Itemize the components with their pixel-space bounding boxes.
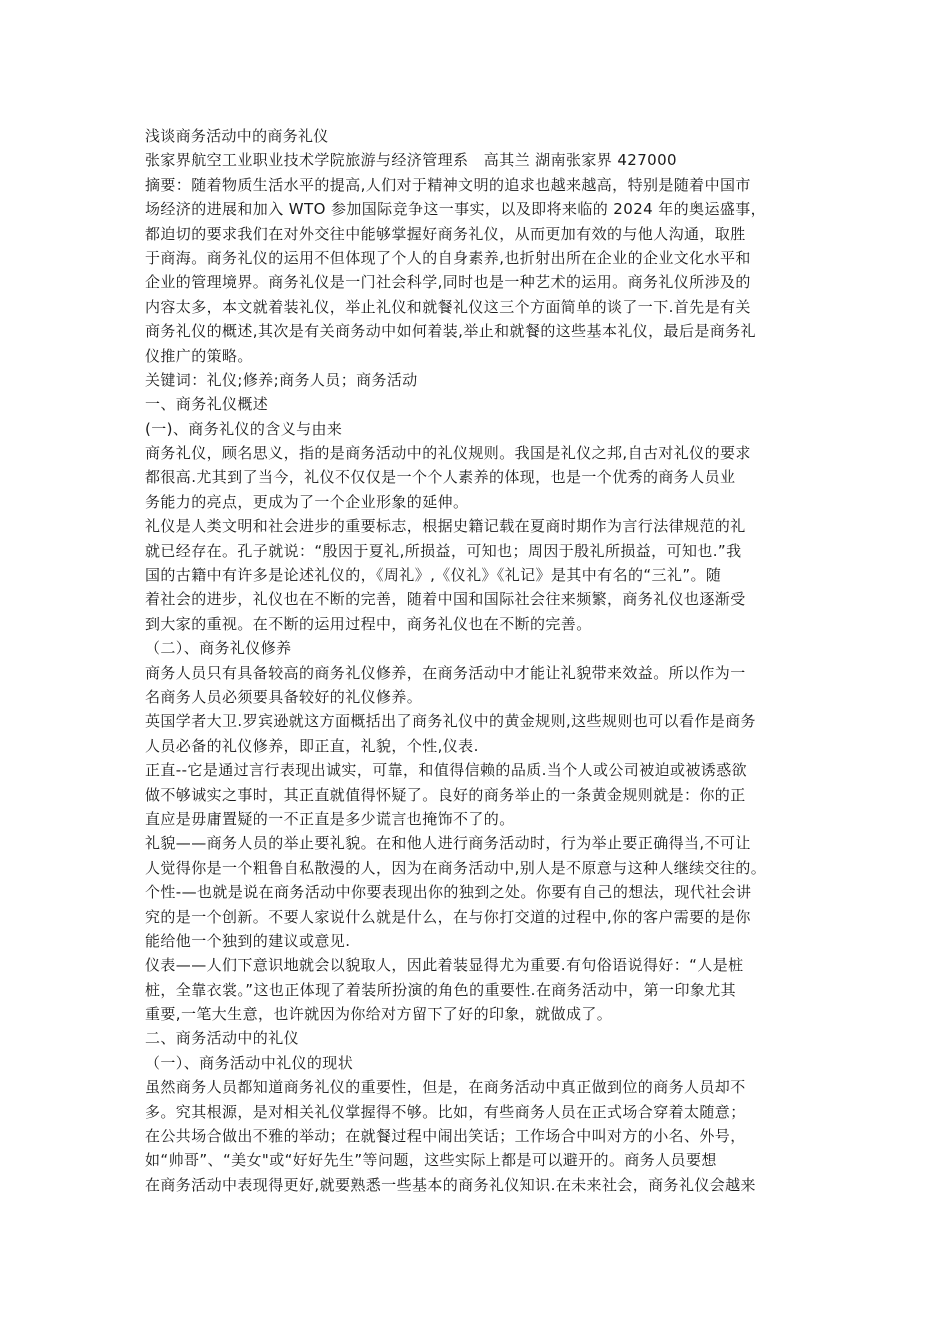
abstract-line: 商务礼仪的概述,其次是有关商务动中如何着装,举止和就餐的这些基本礼仪，最后是商务礼 [145,322,756,341]
body-line: 到大家的重视。在不断的运用过程中，商务礼仪也在不断的完善。 [145,614,592,633]
body-line: 着社会的进步，礼仪也在不断的完善，随着中国和国际社会往来频繁，商务礼仪也逐渐受 [145,590,746,609]
body-line: 重要,一笔大生意，也许就因为你给对方留下了好的印象，就做成了。 [145,1005,613,1024]
abstract-line: 企业的管理境界。商务礼仪是一门社会科学,同时也是一种艺术的运用。商务礼仪所涉及的 [145,273,751,292]
author-affiliation: 张家界航空工业职业技术学院旅游与经济管理系 高其兰 湖南张家界 427000 [145,151,677,170]
body-line: 在商务活动中表现得更好,就要熟悉一些基本的商务礼仪知识.在未来社会，商务礼仪会越来 [145,1175,756,1194]
abstract-line: 都迫切的要求我们在对外交往中能够掌握好商务礼仪，从而更加有效的与他人沟通，取胜 [145,224,746,243]
abstract-line: 内容太多，本文就着装礼仪，举止礼仪和就餐礼仪这三个方面简单的谈了一下.首先是有关 [145,297,751,316]
abstract-line: 摘要：随着物质生活水平的提高,人们对于精神文明的追求也越来越高，特别是随着中国市 [145,175,751,194]
body-line: 多。究其根源，是对相关礼仪掌握得不够。比如，有些商务人员在正式场合穿着太随意； [145,1102,746,1121]
body-line: 都很高.尤其到了当今，礼仪不仅仅是一个个人素养的体现，也是一个优秀的商务人员业 [145,468,736,487]
section-heading: 二、商务活动中的礼仪 [145,1029,300,1048]
abstract-line: 于商海。商务礼仪的运用不但体现了个人的自身素养,也折射出所在企业的企业文化水平和 [145,248,751,267]
body-line: 桩，全靠衣裳。”这也正体现了着装所扮演的角色的重要性.在商务活动中，第一印象尤其 [145,980,737,999]
body-line: 做不够诚实之事时，其正直就值得怀疑了。良好的商务举止的一条黄金规则就是：你的正 [145,785,746,804]
body-line: 在公共场合做出不雅的举动；在就餐过程中闹出笑话；工作场合中叫对方的小名、外号， [145,1127,746,1146]
body-line: 商务礼仪，顾名思义，指的是商务活动中的礼仪规则。我国是礼仪之邦,自古对礼仪的要求 [145,444,751,463]
body-line: 英国学者大卫.罗宾逊就这方面概括出了商务礼仪中的黄金规则,这些规则也可以看作是商务 [145,712,756,731]
body-line: 礼仪是人类文明和社会进步的重要标志，根据史籍记载在夏商时期作为言行法律规范的礼 [145,517,746,536]
keywords-line: 关键词：礼仪;修养;商务人员；商务活动 [145,370,418,389]
body-line: 名商务人员必须要具备较好的礼仪修养。 [145,687,423,706]
body-line: 仪表——人们下意识地就会以貌取人，因此着装显得尤为重要.有句俗语说得好：“人是桩 [145,956,744,975]
body-line: 人觉得你是一个粗鲁自私散漫的人，因为在商务活动中,别人是不原意与这种人继续交往的。 [145,858,767,877]
subsection-heading: （二）、商务礼仪修养 [145,639,292,658]
body-line: 商务人员只有具备较高的商务礼仪修养，在商务活动中才能让礼貌带来效益。所以作为一 [145,663,746,682]
abstract-line: 仪推广的策略。 [145,346,253,365]
section-heading: 一、商务礼仪概述 [145,395,269,414]
body-line: 务能力的亮点，更成为了一个企业形象的延伸。 [145,492,469,511]
body-line: 虽然商务人员都知道商务礼仪的重要性，但是，在商务活动中真正做到位的商务人员却不 [145,1078,746,1097]
body-line: 正直--它是通过言行表现出诚实，可靠，和值得信赖的品质.当个人或公司被迫或被诱惑欲 [145,761,747,780]
document-title: 浅谈商务活动中的商务礼仪 [145,127,329,145]
body-line: 个性-—也就是说在商务活动中你要表现出你的独到之处。你要有自己的想法，现代社会讲 [145,883,752,902]
body-line: 礼貌——商务人员的举止要礼貌。在和他人进行商务活动时，行为举止要正确得当,不可让 [145,834,751,853]
body-line: 人员必备的礼仪修养，即正直，礼貌，个性,仪表. [145,736,479,755]
subsection-heading: （一）、商务活动中礼仪的现状 [145,1053,354,1072]
document-page [145,124,813,1197]
subsection-heading: (一)、商务礼仪的含义与由来 [145,419,343,438]
abstract-line: 场经济的进展和加入 WTO 参加国际竞争这一事实，以及即将来临的 2024 年的奥运盛事， [145,200,767,219]
body-line: 究的是一个创新。不要人家说什么就是什么，在与你打交道的过程中,你的客户需要的是你 [145,907,751,926]
body-line: 如“帅哥”、“美女"或“好好先生”等问题，这些实际上都是可以避开的。商务人员要想 [145,1151,717,1170]
body-line: 能给他一个独到的建议或意见. [145,931,351,950]
body-line: 直应是毋庸置疑的一不正直是多少谎言也掩饰不了的。 [145,809,515,828]
body-line: 就已经存在。孔子就说：“殷因于夏礼,所损益，可知也；周因于殷礼所损益，可知也.”我 [145,541,742,560]
body-line: 国的古籍中有许多是论述礼仪的，《周礼》,《仪礼》《礼记》是其中有名的“三礼”。随 [145,566,722,585]
